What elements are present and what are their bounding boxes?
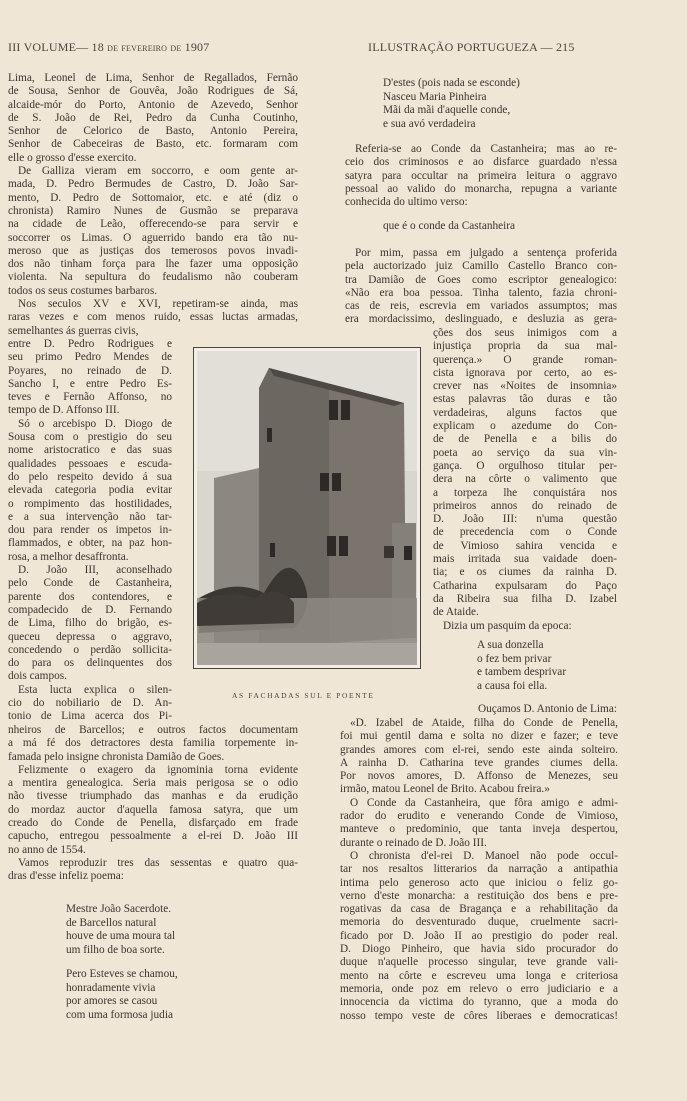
right-text-block-a [345,143,617,209]
quote-intro: Ouçamos D. Antonio de Lima: [478,703,617,715]
right-text-block-d [340,717,618,1023]
text-line: dou para render os impetos in- [8,524,172,537]
text-line: Só o arcebispo D. Diogo de [18,417,172,430]
text-line: rador do erudito e venerando Conde de Vimioso, [340,810,618,823]
text-line: queceu depressa o aggravo, [8,630,172,643]
text-line: crever nas «Noites de insomnia» [433,380,617,393]
verse-line: por amores se casou [66,995,158,1007]
text-line: seu primo Pedro Mendes de [8,351,172,364]
text-line: Referia-se ao Conde da Castanheira; mas ao re- [355,143,617,155]
castle-tower-photo [194,348,420,668]
text-line: tar nos resaltos litterarios da narração a antipathia [340,863,618,876]
text-line: irmão, matou Leonel de Brito. Acabou freira.» [340,783,550,796]
text-line: todos os seus costumes barbaros. [8,284,158,297]
text-line: mada, D. Pedro Bermudes de Castro, D. João Sar- [8,178,298,191]
text-line: nome aristocratico e das suas [8,444,172,457]
paragraph [340,717,618,797]
verse-line: honradamente vivia [66,981,156,994]
text-line: tia; e os ciumes da rainha D. [433,566,617,579]
text-line: Nos seculos XV e XVI, repetiram-se ainda, mas [18,298,298,311]
text-line: a mentira genealogica. Seria mais perigosa se o odio [8,777,298,790]
paragraph [433,327,617,620]
text-line: Dizia um pasquim da epoca: [443,619,572,632]
text-line: duque n'aquelle processo singular, teve grande vali- [340,956,618,969]
paragraph [8,165,298,298]
text-line: nosso tempo veste de côres liberaes e democraticas! [340,1009,618,1022]
quoted-verse-line [383,220,515,234]
text-line: O chronista d'el-rei D. Manoel não pode occul- [350,849,618,862]
text-line: concedendo o perdão sollicita- [8,643,172,656]
text-line: grandes amores com el-rei, sendo este ainda solteiro. [340,743,618,756]
text-line: meroso que as justiças dos temerosos povos invadi- [8,244,298,257]
text-line: verdadeiras, alguns factos que [433,406,617,419]
text-line: flammados, e obter, na paz hon- [8,537,172,550]
running-header-title-page: ILLUSTRAÇÃO PORTUGUEZA — 215 [368,40,575,54]
text-line: tra Damião de Goes como escriptor genealogico: [345,273,617,286]
text-line: Esta lucta explica o silen- [18,683,172,696]
text-line: tonio de Lima acerca dos Pi- [8,710,172,723]
text-line: chronista) Ramiro Nunes de Gusmão se preparava [8,204,298,217]
text-line: o rompimento das hostilidades, [8,497,172,510]
text-line: O Conde da Castanheira, que fôra amigo e admi- [350,796,618,809]
paragraph [340,797,618,850]
text-line: D. Diogo Pinheiro, que havia sido procurador do [340,943,618,956]
paragraph [345,247,617,327]
paragraph [8,564,172,684]
text-line: De Galliza vieram em soccorro, e oom gente ar- [18,165,298,178]
left-text-block-c [8,724,298,884]
paragraph [433,620,617,633]
text-line: soccorrer os Limas. O aguerrido bando era tão nu- [8,231,298,244]
text-line: compadecido de D. Fernando [8,603,172,616]
text-line: D. João III, aconselhado [18,564,172,577]
text-line: intima pelo generoso acto que iniciou o feliz go- [340,876,618,889]
text-line: injustiça propria da sua mal- [433,340,617,353]
text-line: tempo de D. Affonso III. [8,404,120,417]
left-text-block-b [8,338,172,724]
text-line: rogativas da casa de Bragança e a rehabilitação da [340,903,618,916]
verse-line: Nasceu Maria Pinheira [383,90,487,103]
text-line: Lima, Leonel de Lima, Senhor de Regallados, Fernão [8,72,298,84]
text-line: cio do nobiliario de D. An- [8,697,172,710]
text-line: gança. O orgulhoso titular per- [433,459,617,472]
text-line: dras d'esse infeliz poema: [8,870,124,883]
verse-line: de Barcellos natural [66,916,157,929]
text-line: cas de reis, escrevia em variados assumptos; mas [345,300,617,313]
text-line: a má fé dos detractores desta familia torpemente in- [8,737,298,750]
text-line: de Ataide. [433,606,479,619]
text-line: da Ribeira sua filha D. Izabel [433,592,617,605]
paragraph [8,857,298,884]
photo-castle-facades [193,347,421,669]
verse-line: e sua avó verdadeira [383,117,476,130]
quoted-verse-text: que é o conde da Castanheira [383,220,516,232]
text-line: explicam o azedume do Con- [433,420,617,433]
text-line: querença.» O grande roman- [433,353,617,366]
text-line: a torpeza lhe conquistára nos [433,486,617,499]
poem-stanza-2 [66,968,178,1022]
text-line: do mordaz auctor d'aquella famosa satyra, que um [8,803,298,816]
text-line: violenta. Na sepultura do feudalismo não couberam [8,271,298,284]
text-line: alcaide-mór do Porto, Antonio de Azevedo, Senhor [8,98,298,111]
text-line: conhecida do ultimo verso: [345,196,468,209]
verse-line: e tambem desprivar [477,666,567,678]
verse-line: D'estes (pois nada se esconde) [383,77,520,89]
text-line: estas palavras tão duras e tão [433,393,617,406]
poem-stanza-1 [66,903,175,957]
text-line: foi mui gentil dama e solta no dizer e fazer; e teve [340,730,618,743]
text-line: pela auctorizado juiz Camillo Castello Branco con- [345,260,617,273]
verse-line: um filho de boa sorte. [66,943,165,956]
text-line: do pelo respeito devido á sua [8,470,172,483]
text-line: parente dos contendores, e [8,590,172,603]
right-text-block-b [345,247,617,327]
text-line: manteve o predominio, que tanta inveja despertou, [340,823,618,836]
text-line: elle o grosso d'esse exercito. [8,151,137,164]
text-line: memoria do desventurado duque, cruelmente sacri- [340,916,618,929]
text-line: mento, D. Pedro de Sottomaior, etc. e até (diz o [8,191,298,204]
text-line: ficado por D. João II ao prestigio do poder real. [340,929,618,942]
text-line: pelo Conde de Castanheira, [8,577,172,590]
text-line: primeiros annos do reinado de [433,499,617,512]
text-line: e a sua intervenção não tar- [8,510,172,523]
text-line: creado do Conde de Penella, disfarçado em frade [8,817,298,830]
text-line: dera na côrte o valimento que [433,473,617,486]
text-line: de Vimioso sahira vencida e [433,539,617,552]
paragraph [8,338,172,418]
text-line: qualidades pessoaes e escuda- [8,457,172,470]
text-line: Poyares, no reinado de D. [8,364,172,377]
text-line: rosa, a melhor desaffronta. [8,550,129,563]
figure-caption: AS FACHADAS SUL E POENTE [232,691,375,700]
text-line: dois campos. [8,670,67,683]
paragraph [8,724,298,764]
running-header-volume-date: III VOLUME— 18 de fevereiro de 1907 [8,40,210,54]
text-line: innocencia da victima do tyranno, que a moda do [340,996,618,1009]
text-line: elevada categoria podia evitar [8,484,172,497]
text-line: de S. João de Rei, Pedro da Cunha Coutinho, [8,111,298,124]
text-line: nheiros de Barcellos; e outros factos documentam [8,724,298,736]
text-line: Sousa com o prestigio do seu [8,431,172,444]
paragraph [8,72,298,165]
text-line: capucho, entregou pessoalmente a el-rei D. João III [8,830,298,843]
text-line: poeta ao serviço da sua vin- [433,446,617,459]
text-line: verno d'este monarcha: a restituição dos bens e pre- [340,889,618,902]
paragraph [8,764,298,857]
text-line: mais irritada sua vaidade doen- [433,553,617,566]
text-line: «Não era boa pessoa. Tinha talento, fazia chroni- [345,286,617,299]
verse-line: Mãi da mãi d'aquelle conde, [383,104,511,116]
text-line: Senhor de Cabeceiras de Basto, etc. formaram com [8,138,298,151]
text-line: semelhantes ás guerras civis, [8,324,139,337]
text-line: ções dos seus inimigos com a [433,327,617,339]
poem-stanza-top [383,77,520,131]
text-line: cista ignorava por certo, ao es- [433,366,617,379]
text-line: teves e Fernão Affonso, no [8,391,172,404]
text-line: de Lima, filho do brigão, es- [8,617,172,630]
text-line: ceio dos criminosos e ao disfarce guardado n'essa [345,156,617,169]
text-line: na cidade de Leão, offerecendo-se para servir e [8,218,298,231]
verse-line: Pero Esteves se chamou, [66,968,178,980]
verse-line: houve de uma moura tal [66,930,176,942]
text-line: Vamos reproduzir tres das sessentas e quatro qua- [18,856,298,869]
text-line: era mordacissimo, deslinguado, e desluzia as gera- [345,313,617,326]
text-line: de de Penella e a bilis do [433,433,617,446]
text-line: «D. Izabel de Ataide, filha do Conde de Penella, [350,717,618,729]
text-line: mento na côrte e escreveu uma longa e criteriosa [340,969,618,982]
verse-line: Mestre João Sacerdote. [66,903,172,915]
text-line: do para os delinquentes dos [8,657,172,670]
text-line: dos não tinham força para lhe fazer uma opposição [8,258,298,271]
text-line: raras vezes e com menos ruido, essas luctas armadas, [8,311,298,324]
verse-line: A sua donzella [477,639,544,651]
text-line: pessoal ao valido do monarcha, repugna a variante [345,182,617,195]
text-line: no anno de 1554. [8,843,86,856]
right-text-block-c [433,327,617,633]
text-line: entre D. Pedro Rodrigues e [8,338,172,350]
verse-line: a causa foi ella. [477,679,548,692]
text-line: Por novos amores, D. Affonso de Menezes, seu [340,770,618,783]
text-line: famada pelo insigne chronista Damião de Goes. [8,750,225,763]
paragraph [8,298,298,338]
text-line: Senhor de Celorico de Basto, Antonio Pereira, [8,125,298,138]
text-line: D. João III: n'uma questão [433,513,617,526]
text-line: de Sousa, Senhor de Gouvêa, João Rodrigues de Sá, [8,85,298,98]
text-line: não tivesse triumphado das manhas e da erudição [8,790,298,803]
verse-line: o fez bem privar [477,652,552,665]
text-line: durante o reinado de D. João III. [340,836,487,849]
text-line: Catharina expulsaram do Paço [433,579,617,592]
left-text-block-a [8,72,298,338]
text-line: A rainha D. Catharina teve grandes ciumes della. [340,756,618,769]
text-line: Felizmente o exagero da ignominia torna evidente [18,763,298,776]
text-line: de precedencia com o Conde [433,526,617,539]
text-line: Por mim, passa em julgado a sentença proferida [355,247,617,259]
paragraph [8,418,172,564]
pasquim-verse [477,639,566,693]
text-line: memoria, onde poz em relevo o erro judiciario e a [340,982,618,995]
text-line: Sancho I, e entre Pedro Es- [8,377,172,390]
paragraph [340,850,618,1023]
verse-line: com uma formosa judia [66,1008,173,1021]
text-line: satyra para occultar na primeira leitura o aggravo [345,169,617,182]
paragraph [345,143,617,209]
paragraph [8,684,172,724]
